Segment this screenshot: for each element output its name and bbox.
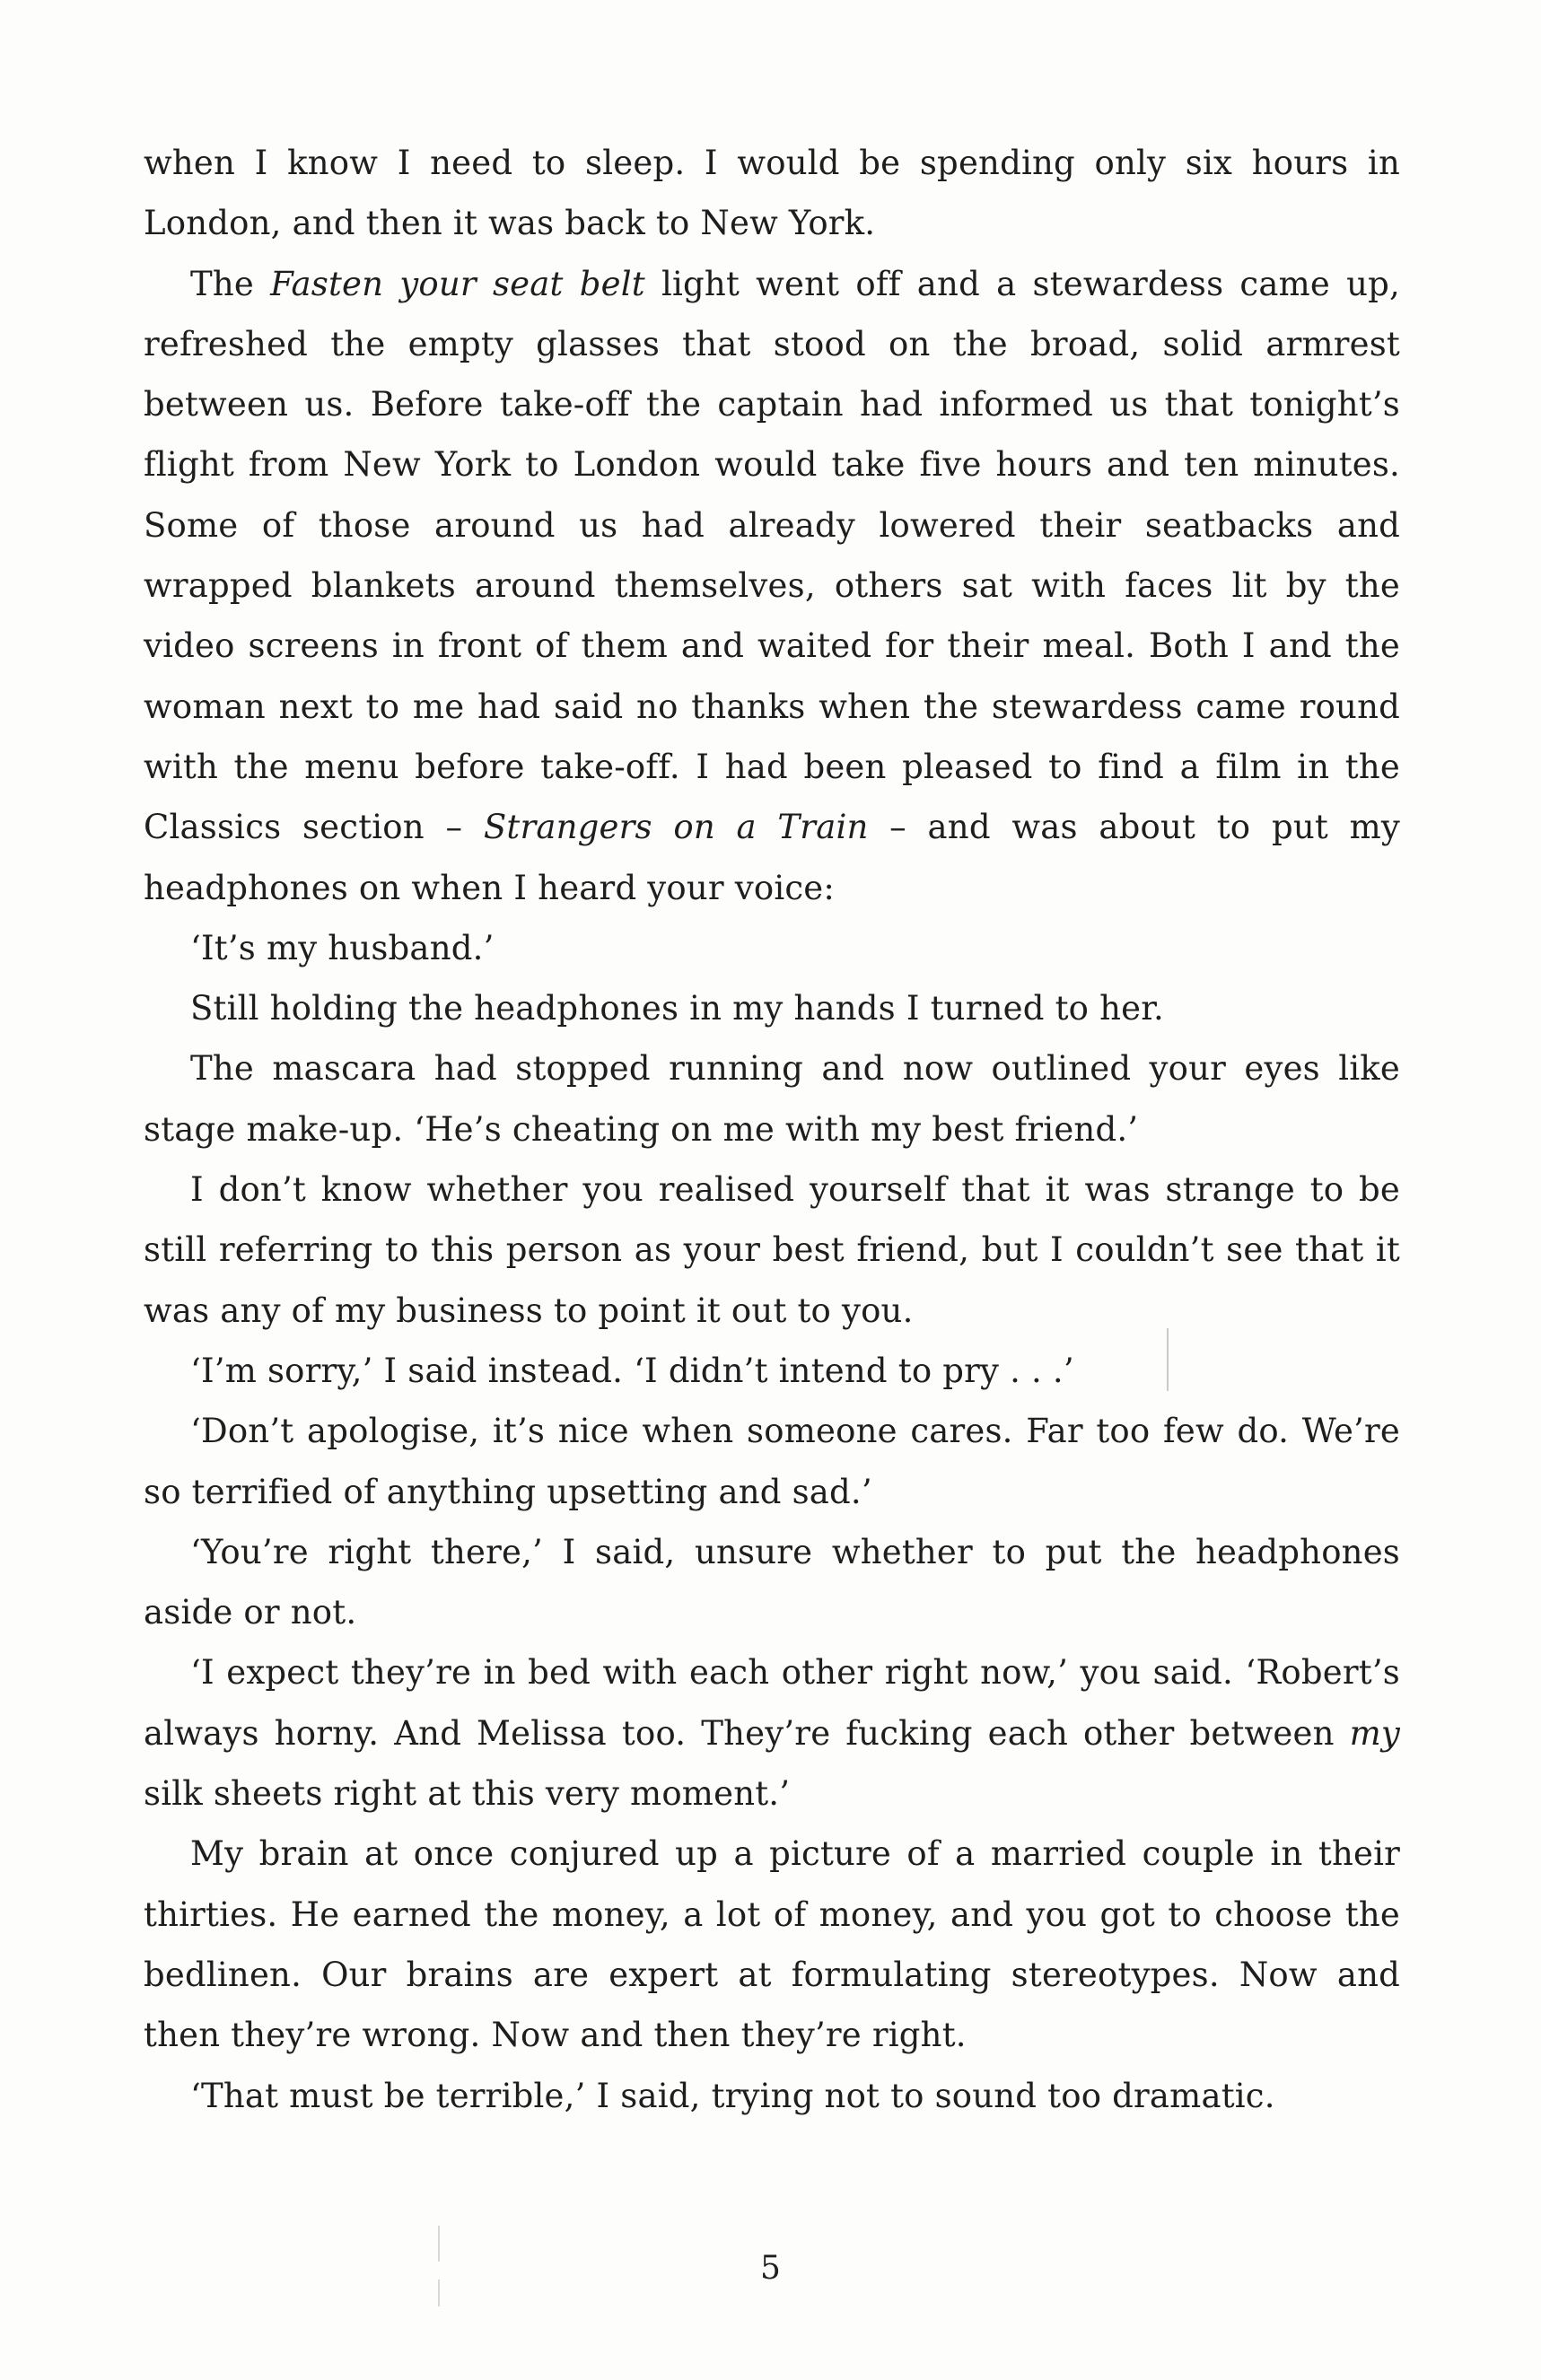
paragraph: [144, 1824, 1400, 2065]
scan-artifact: [438, 2279, 440, 2306]
text-run: Still holding the headphones in my hands I turned to her.: [190, 989, 1164, 1028]
text-run: light went off and a stewardess came up, refreshed the empty glasses that stood on the broad, solid armrest between us. Before take-off the captain had informed us that tonight’s flight from New York to London would take five hours and ten minutes. Some of those around us had already lowered their seatbacks and wrapped blankets around themselves, others sat with faces lit by the video screens in front of them and waited for their meal. Both I and the woman next to me had said no thanks when the stewardess came round with the menu before take-off. I had been pleased to find a film in the Classics section –: [144, 264, 1401, 847]
italic-text: Strangers on a Train: [483, 808, 869, 847]
text-run: ‘That must be terrible,’ I said, trying not to sound too dramatic.: [190, 2076, 1275, 2115]
text-run: ‘It’s my husband.’: [190, 928, 495, 967]
paragraph: [144, 1341, 1400, 1401]
paragraph: [144, 254, 1400, 918]
text-run: ‘Don’t apologise, it’s nice when someone cares. Far too few do. We’re so terrified of anything upsetting and sad.’: [144, 1412, 1400, 1511]
paragraph: [144, 918, 1400, 978]
paragraph: [144, 1159, 1400, 1341]
text-run: ‘I’m sorry,’ I said instead. ‘I didn’t intend to pry . . .’: [190, 1351, 1074, 1390]
text-run: The: [190, 264, 271, 303]
scan-artifact: [1167, 1328, 1169, 1391]
paragraph: [144, 1038, 1400, 1159]
paragraph: [144, 1401, 1400, 1522]
text-run: My brain at once conjured up a picture of a married couple in their thirties. He earned the money, a lot of money, and you got to choose the bedlinen. Our brains are expert at formulating stereotypes. Now and then they’re wrong. Now and then they’re right.: [144, 1834, 1400, 2055]
text-run: The mascara had stopped running and now outlined your eyes like stage make-up. ‘He’s cheating on me with my best friend.’: [144, 1049, 1400, 1149]
scan-artifact: [438, 2226, 440, 2262]
paragraph: [144, 1642, 1400, 1824]
paragraph: [144, 978, 1400, 1038]
paragraph: [144, 133, 1400, 254]
paragraph: [144, 1522, 1400, 1643]
text-run: when I know I need to sleep. I would be spending only six hours in London, and then it was back to New York.: [144, 144, 1400, 243]
italic-text: Fasten your seat belt: [270, 264, 645, 303]
paragraph: [144, 2066, 1400, 2126]
text-run: I don’t know whether you realised yourself that it was strange to be still referring to this person as your best friend, but I couldn’t see that it was any of my business to point it out to you.: [144, 1170, 1400, 1330]
text-run: ‘You’re right there,’ I said, unsure whether to put the headphones aside or not.: [144, 1532, 1400, 1632]
page-number: 5: [760, 2250, 781, 2287]
text-run: silk sheets right at this very moment.’: [144, 1774, 791, 1814]
body-text: [144, 133, 1400, 2126]
text-run: ‘I expect they’re in bed with each other right now,’ you said. ‘Robert’s always horny. And Melissa too. They’re fucking each other between: [144, 1653, 1400, 1753]
italic-text: my: [1349, 1713, 1400, 1753]
text-run: – and was about to put my headphones on when I heard your voice:: [144, 808, 1400, 907]
